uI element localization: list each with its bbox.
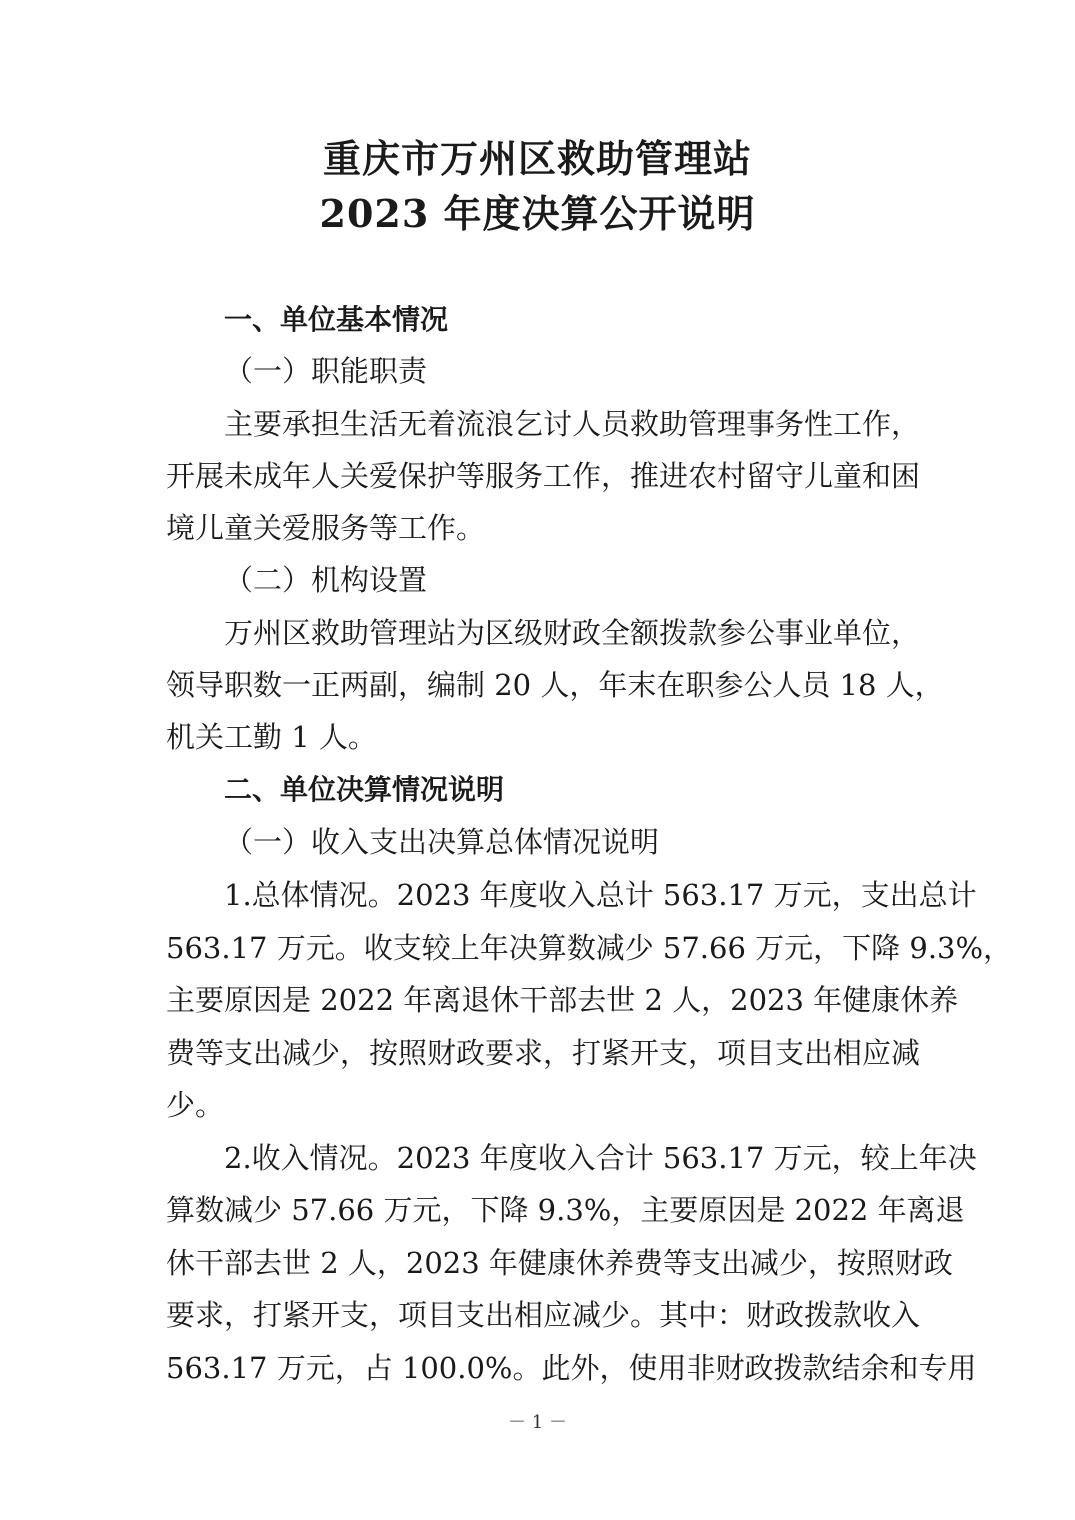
paragraph-line: 主要原因是 2022 年离退休干部去世 2 人，2023 年健康休养 [166,983,959,1017]
paragraph-line: 领导职数一正两副，编制 20 人，年末在职参公人员 18 人， [166,668,944,702]
paragraph-line: 开展未成年人关爱保护等服务工作，推进农村留守儿童和困 [166,459,921,493]
paragraph-line: 境儿童关爱服务等工作。 [166,511,486,545]
paragraph-line: 要求，打紧开支，项目支出相应减少。其中：财政拨款收入 [166,1298,921,1332]
paragraph-line: 休干部去世 2 人，2023 年健康休养费等支出减少，按照财政 [166,1246,953,1280]
paragraph-line: 机关工勤 1 人。 [166,720,377,754]
paragraph-line: 563.17 万元。收支较上年决算数减少 57.66 万元，下降 9.3%， [166,931,1013,965]
paragraph-line: 2.收入情况。2023 年度收入合计 563.17 万元，较上年决 [224,1141,977,1175]
paragraph-line: 费等支出减少，按照财政要求，打紧开支，项目支出相应减 [166,1036,921,1070]
page-number: － 1 － [508,1412,567,1433]
subheading-organization: （二）机构设置 [224,563,428,597]
paragraph-line: 万州区救助管理站为区级财政全额拨款参公事业单位， [224,616,921,650]
document-title-line2: 2023 年度决算公开说明 [319,191,756,236]
document-title-line1: 重庆市万州区救助管理站 [322,136,752,181]
subheading-functions: （一）职能职责 [224,354,428,388]
paragraph-line: 1.总体情况。2023 年度收入总计 563.17 万元，支出总计 [224,878,977,912]
paragraph-line: 主要承担生活无着流浪乞讨人员救助管理事务性工作， [224,407,921,441]
section-heading-final-accounts: 二、单位决算情况说明 [224,773,505,806]
subheading-income-expense-overview: （一）收入支出决算总体情况说明 [224,825,660,859]
section-heading-basic-info: 一、单位基本情况 [224,303,449,336]
paragraph-line: 少。 [166,1088,225,1122]
paragraph-line: 563.17 万元，占 100.0%。此外，使用非财政拨款结余和专用 [166,1351,977,1385]
paragraph-line: 算数减少 57.66 万元，下降 9.3%，主要原因是 2022 年离退 [166,1193,965,1227]
